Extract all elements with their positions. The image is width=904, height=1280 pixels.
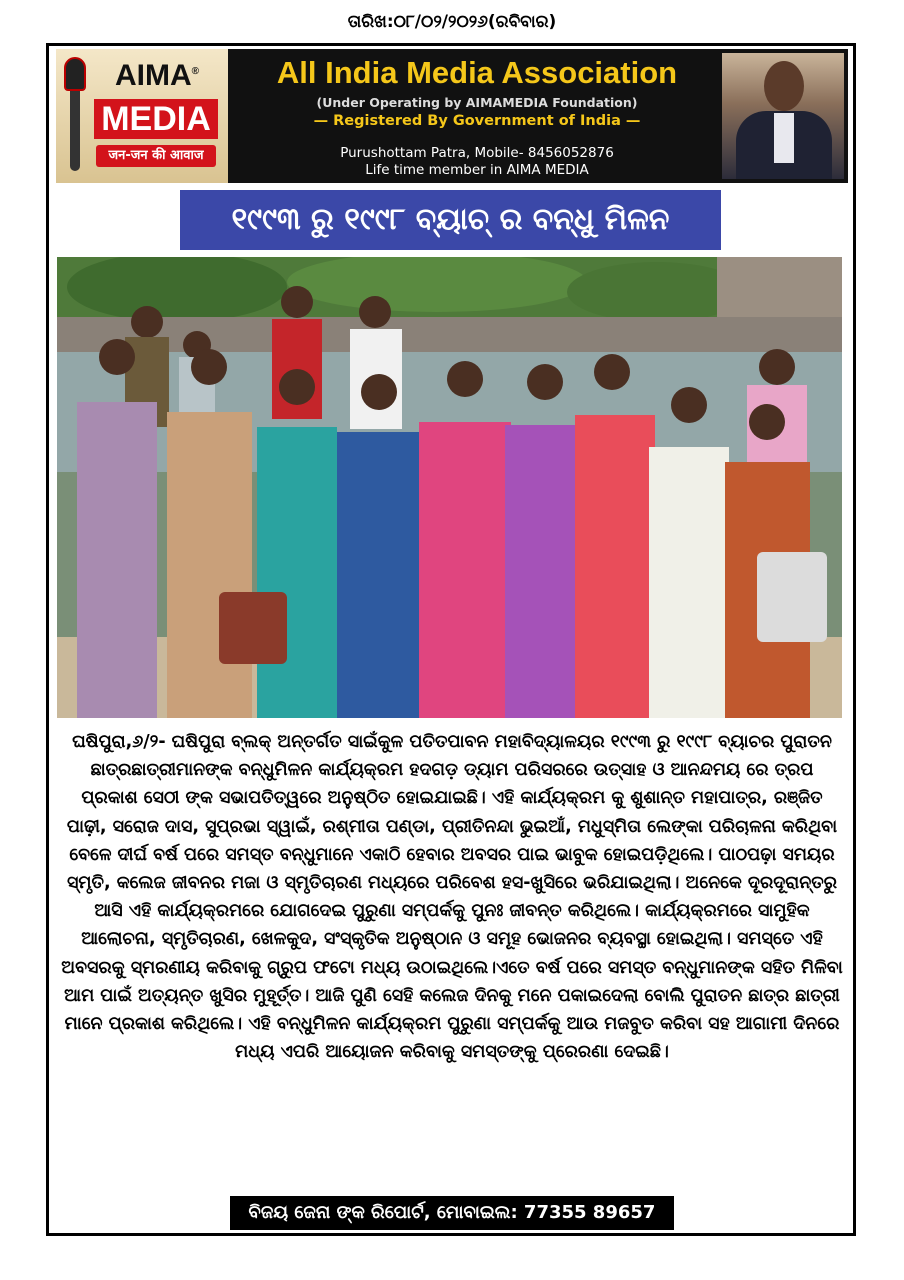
reporter-portrait (722, 53, 844, 179)
org-title-area (232, 49, 722, 183)
org-name: All India Media Association (276, 55, 678, 90)
membership-line: Life time member in AIMA MEDIA (365, 162, 589, 178)
article-body: ଘଷିପୁରା,୬/୨- ଘଷିପୁରା ବ୍ଲକ୍ ଅନ୍ତର୍ଗତ ସାଇଁକୁଳ ପତିତପାବନ ମହାବିଦ୍ୟାଳୟର ୧୯୯୩ ରୁ ୧୯୯୮ ବ୍ୟାଚର ପୁରାତନ ଛାତ୍ରଛାତ୍ରୀମାନଙ୍କ ବନ୍ଧୁମିଳନ କାର୍ଯ୍ୟକ୍ରମ ହଦଗଡ଼ ଡ୍ୟାମ ପରିସରରେ ଉତ୍ସାହ ଓ ଆନନ୍ଦମୟ ରେ ତ୍ରପ ପ୍ରକାଶ ସେଠୀ ଙ୍କ ସଭାପତିତ୍ୱରେ ଅନୁଷ୍ଠିତ ହୋଇଯାଇଛି। ଏହି କାର୍ଯ୍ୟକ୍ରମ କୁ ଶୁଶାନ୍ତ ମହାପାତ୍ର, ରଞ୍ଜିତ ପାଢ଼ୀ, ସରୋଜ ଦାସ, ସୁପ୍ରଭା ସ୍ୱାଇଁ, ରଶ୍ମୀତା ପଣ୍ଡା, ପ୍ରୀତିନନ୍ଦା ଭୁଇଆଁ, ମଧୁସ୍ମିତା ଲେଙ୍କା ପରିଚାଳନା କରିଥିବା ବେଳେ ଦୀର୍ଘ ବର୍ଷ ପରେ ସମସ୍ତ ବନ୍ଧୁମାନେ ଏକାଠି ହେବାର ଅବସର ପାଇ ଭାବୁକ ହୋଇପଡ଼ିଥିଲେ। ପାଠପଢ଼ା ସମୟର ସ୍ମୃତି, କଲେଜ ଜୀବନର ମଜା ଓ ସ୍ମୃତିଚାରଣ ମଧ୍ୟରେ ପରିବେଶ ହସ-ଖୁସିରେ ଭରିଯାଇଥିଲା। ଅନେକେ ଦୂରଦୂରାନ୍ତରୁ ଆସି ଏହି କାର୍ଯ୍ୟକ୍ରମରେ ଯୋଗଦେଇ ପୁରୁଣା ସମ୍ପର୍କକୁ ପୁନଃ ଜୀବନ୍ତ କରିଥିଲେ। କାର୍ଯ୍ୟକ୍ରମରେ ସାମୁହିକ ଆଲୋଚନା, ସ୍ମୃତିଚାରଣ, ଖେଳକୁଦ, ସଂସ୍କୃତିକ ଅନୁଷ୍ଠାନ ଓ ସମୂହ ଭୋଜନର ବ୍ୟବସ୍ଥା ହୋଇଥିଲା। ସମସ୍ତେ ଏହି ଅବସରକୁ ସ୍ମରଣୀୟ କରିବାକୁ ଗ୍ରୁପ ଫଟୋ ମଧ୍ୟ ଉଠାଇଥିଲେ।ଏତେ ବର୍ଷ ପରେ ସମସ୍ତ ବନ୍ଧୁମାନଙ୍କ ସହିତ ମିଳିବା ଆମ ପାଇଁ ଅତ୍ୟନ୍ତ ଖୁସିର ମୁହୂର୍ତ୍ତ। ଆଜି ପୁଣି ସେହି କଲେଜ ଦିନକୁ ମନେ ପକାଇଦେଲା ବୋଲି ପୁରାତନ ଛାତ୍ର ଛାତ୍ରୀ ମାନେ ପ୍ରକାଶ କରିଥିଲେ। ଏହି ବନ୍ଧୁମିଳନ କାର୍ଯ୍ୟକ୍ରମ ପୁରୁଣା ସମ୍ପର୍କକୁ ଆଉ ମଜବୁତ କରିବା ସହ ଆଗାମୀ ଦିନରେ ମଧ୍ୟ ଏପରି ଆୟୋଜନ କରିବାକୁ ସମସ୍ତଙ୍କୁ ପ୍ରେରଣା ଦେଇଛି। (61, 732, 843, 1063)
org-registration: — Registered By Government of India — (313, 113, 641, 129)
group-photo (57, 257, 842, 718)
logo-tagline: जन-जन की आवाज (96, 145, 216, 167)
header-banner (56, 49, 848, 183)
logo-media-text: MEDIA (94, 99, 218, 139)
contact-name: Purushottam Patra, Mobile- 8456052876 (340, 145, 614, 161)
reporter-credit: ବିଜୟ ଜେନା ଙ୍କ ରିପୋର୍ଟ, ମୋବାଇଲ: 77355 89657 (230, 1196, 674, 1230)
org-operated-by: (Under Operating by AIMAMEDIA Foundation) (316, 95, 638, 110)
microphone-icon (64, 57, 86, 175)
aima-logo (56, 49, 228, 183)
headline: ୧୯୯୩ ରୁ ୧୯୯୮ ବ୍ୟାଚ୍ ର ବନ୍ଧୁ ମିଳନ (180, 190, 721, 250)
date-line: ତାରିଖ:୦୮/୦୨/୨୦୨୬(ରବିବାର) (347, 12, 557, 32)
logo-brand-text: AIMA® (114, 59, 200, 92)
